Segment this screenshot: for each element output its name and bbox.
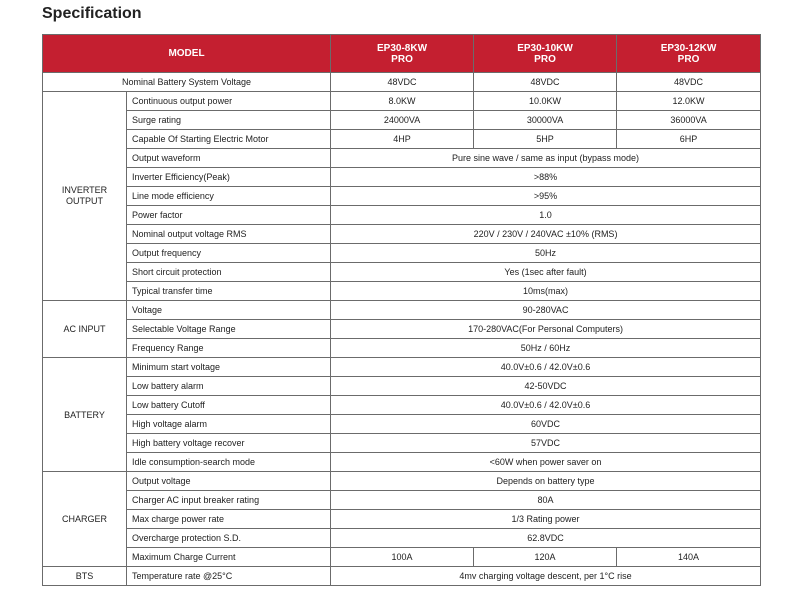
row-value: 40.0V±0.6 / 42.0V±0.6 <box>331 358 761 377</box>
row-value: Yes (1sec after fault) <box>331 263 761 282</box>
row-label: Power factor <box>127 206 331 225</box>
page-title: Specification <box>42 5 142 22</box>
row-value: 120A <box>474 548 617 567</box>
group-label-battery: BATTERY <box>43 358 127 472</box>
table-row <box>43 168 761 187</box>
table-row <box>43 567 761 586</box>
row-label: Charger AC input breaker rating <box>127 491 331 510</box>
table-row <box>43 396 761 415</box>
table-row <box>43 206 761 225</box>
row-value: 4HP <box>331 130 474 149</box>
row-label: High battery voltage recover <box>127 434 331 453</box>
row-value: 50Hz <box>331 244 761 263</box>
row-label: Idle consumption-search mode <box>127 453 331 472</box>
row-value: Pure sine wave / same as input (bypass mode) <box>331 149 761 168</box>
row-label: Temperature rate @25°C <box>127 567 331 586</box>
row-value: 5HP <box>474 130 617 149</box>
row-value: >88% <box>331 168 761 187</box>
group-label-bts: BTS <box>43 567 127 586</box>
table-row <box>43 472 761 491</box>
row-label: Minimum start voltage <box>127 358 331 377</box>
table-row <box>43 225 761 244</box>
table-row <box>43 453 761 472</box>
model-suffix: PRO <box>534 53 556 65</box>
table-row <box>43 415 761 434</box>
table-row <box>43 339 761 358</box>
table-row <box>43 434 761 453</box>
row-value: Depends on battery type <box>331 472 761 491</box>
row-value: 36000VA <box>617 111 761 130</box>
table-row <box>43 358 761 377</box>
row-label: Max charge power rate <box>127 510 331 529</box>
row-value: 140A <box>617 548 761 567</box>
row-value: 10.0KW <box>474 92 617 111</box>
table-row <box>43 111 761 130</box>
row-value: 8.0KW <box>331 92 474 111</box>
table-row <box>43 282 761 301</box>
row-label: Output waveform <box>127 149 331 168</box>
row-value: 90-280VAC <box>331 301 761 320</box>
row-value: 40.0V±0.6 / 42.0V±0.6 <box>331 396 761 415</box>
group-label-inverter-output <box>43 92 127 301</box>
table-row <box>43 263 761 282</box>
row-label: Capable Of Starting Electric Motor <box>127 130 331 149</box>
group-label-line: OUTPUT <box>66 196 103 206</box>
table-row <box>43 377 761 396</box>
table-row <box>43 244 761 263</box>
row-label: Frequency Range <box>127 339 331 358</box>
model-name: EP30-10KW <box>517 42 573 54</box>
row-value: 50Hz / 60Hz <box>331 339 761 358</box>
model-header-10kw <box>474 35 617 73</box>
row-value: 12.0KW <box>617 92 761 111</box>
table-row <box>43 73 761 92</box>
model-name: EP30-12KW <box>660 42 717 54</box>
group-label-charger: CHARGER <box>43 472 127 567</box>
row-label: Inverter Efficiency(Peak) <box>127 168 331 187</box>
table-row <box>43 301 761 320</box>
model-header: MODEL <box>43 35 331 73</box>
row-label: Continuous output power <box>127 92 331 111</box>
row-label: Nominal Battery System Voltage <box>43 73 331 92</box>
row-value: 1.0 <box>331 206 761 225</box>
row-label: Low battery alarm <box>127 377 331 396</box>
row-value: 10ms(max) <box>331 282 761 301</box>
row-value: 220V / 230V / 240VAC ±10% (RMS) <box>331 225 761 244</box>
table-row <box>43 529 761 548</box>
group-label-ac-input: AC INPUT <box>43 301 127 358</box>
table-row <box>43 510 761 529</box>
table-row <box>43 92 761 111</box>
row-label: Output frequency <box>127 244 331 263</box>
row-label: High voltage alarm <box>127 415 331 434</box>
group-label-line: INVERTER <box>61 185 108 195</box>
row-value: 100A <box>331 548 474 567</box>
row-label: Surge rating <box>127 111 331 130</box>
row-label: Typical transfer time <box>127 282 331 301</box>
row-value: 30000VA <box>474 111 617 130</box>
model-header-12kw <box>617 35 761 73</box>
row-value: 1/3 Rating power <box>331 510 761 529</box>
table-row <box>43 548 761 567</box>
row-value: 42-50VDC <box>331 377 761 396</box>
row-label: Line mode efficiency <box>127 187 331 206</box>
model-name: EP30-8KW <box>377 42 428 54</box>
table-header-row <box>43 35 761 73</box>
row-value: 57VDC <box>331 434 761 453</box>
row-value: 62.8VDC <box>331 529 761 548</box>
row-value: 24000VA <box>331 111 474 130</box>
row-value: 6HP <box>617 130 761 149</box>
row-value: 48VDC <box>617 73 761 92</box>
row-value: 80A <box>331 491 761 510</box>
row-label: Output voltage <box>127 472 331 491</box>
row-label: Low battery Cutoff <box>127 396 331 415</box>
table-row <box>43 491 761 510</box>
row-value: 4mv charging voltage descent, per 1°C rise <box>331 567 761 586</box>
row-label: Maximum Charge Current <box>127 548 331 567</box>
row-label: Selectable Voltage Range <box>127 320 331 339</box>
table-row <box>43 149 761 168</box>
row-value: <60W when power saver on <box>331 453 761 472</box>
specification-table <box>42 34 761 586</box>
row-label: Overcharge protection S.D. <box>127 529 331 548</box>
row-value: >95% <box>331 187 761 206</box>
row-label: Short circuit protection <box>127 263 331 282</box>
row-value: 170-280VAC(For Personal Computers) <box>331 320 761 339</box>
table-row <box>43 130 761 149</box>
row-value: 48VDC <box>474 73 617 92</box>
row-label: Voltage <box>127 301 331 320</box>
row-label: Nominal output voltage RMS <box>127 225 331 244</box>
row-value: 48VDC <box>331 73 474 92</box>
model-suffix: PRO <box>391 53 413 65</box>
table-row <box>43 187 761 206</box>
model-header-8kw <box>331 35 474 73</box>
row-value: 60VDC <box>331 415 761 434</box>
table-row <box>43 320 761 339</box>
model-suffix: PRO <box>677 53 700 65</box>
